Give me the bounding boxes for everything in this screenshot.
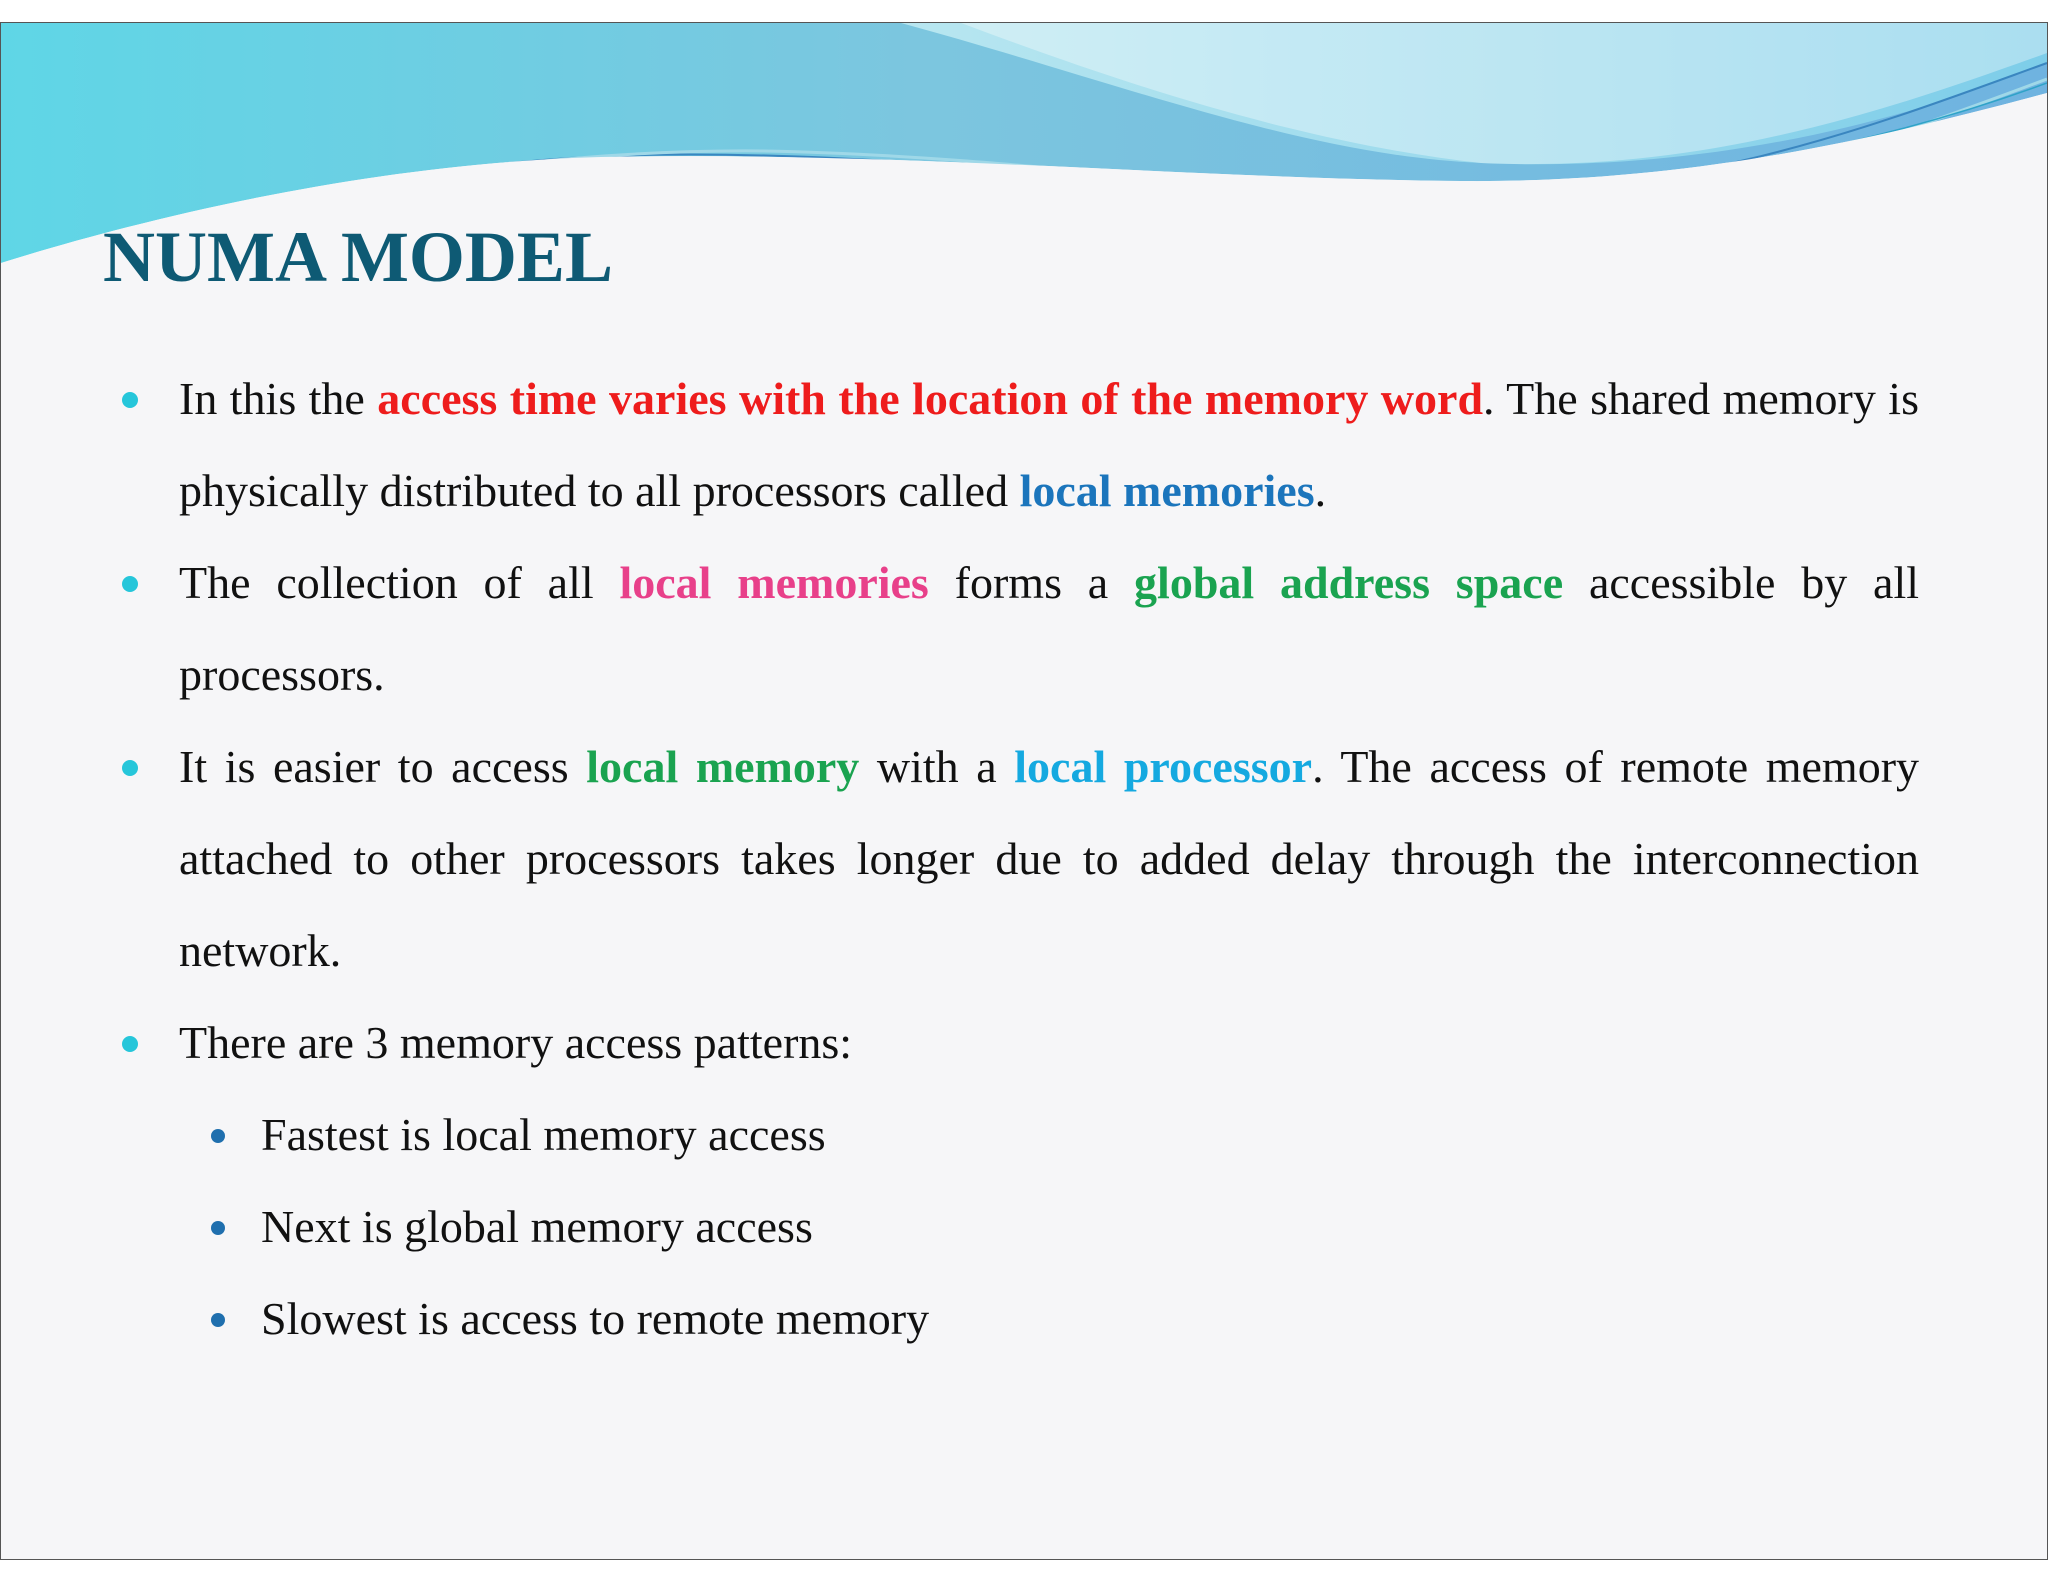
bullet-3-highlight-local-memory: local memory (586, 741, 860, 792)
bullet-3 (179, 721, 1919, 997)
sub-bullet-2 (261, 1181, 1761, 1273)
bullet-1-highlight-local-memories: local memories (1019, 465, 1315, 516)
bullet-1-text-b: . The shared memory is physically distributed to all processors called (179, 373, 1919, 516)
bullet-1 (179, 353, 1919, 537)
bullet-2-text-c: accessible by all processors. (179, 557, 1920, 700)
bullet-dot-icon (122, 1036, 138, 1052)
bullet-1-text-c: . (1314, 465, 1327, 516)
bullet-dot-icon (122, 576, 138, 592)
bullet-4-text: There are 3 memory access patterns: (179, 1017, 853, 1068)
bullet-4 (179, 997, 1919, 1089)
sub-bullet-dot-icon (211, 1313, 225, 1327)
slide (0, 22, 2048, 1560)
bullet-3-text-a: It is easier to access (179, 741, 587, 792)
sub-bullet-dot-icon (211, 1129, 225, 1143)
sub-bullet-1 (261, 1089, 1761, 1181)
bullet-dot-icon (122, 392, 138, 408)
bullet-2-highlight-global-address-space: global address space (1134, 557, 1564, 608)
sub-bullet-3 (261, 1273, 1761, 1365)
bullet-3-text-c: . The access of remote memory attached to other processors takes longer due to added delay through the interconnection network. (179, 741, 1920, 976)
bullet-2-highlight-local-memories: local memories (619, 557, 929, 608)
sub-bullet-dot-icon (211, 1221, 225, 1235)
bullet-dot-icon (122, 760, 138, 776)
bullet-1-highlight-access-time: access time varies with the location of the memory word (377, 373, 1484, 424)
bullet-3-text-b: with a (859, 741, 1015, 792)
sub-bullet-1-text: Fastest is local memory access (261, 1109, 826, 1160)
slide-title: NUMA MODEL (103, 217, 613, 297)
bullet-2-text-b: forms a (928, 557, 1135, 608)
bullet-2 (179, 537, 1919, 721)
bullet-2-text-a: The collection of all (179, 557, 620, 608)
bullet-1-text-a: In this the (179, 373, 378, 424)
sub-bullet-2-text: Next is global memory access (261, 1201, 813, 1252)
sub-bullet-3-text: Slowest is access to remote memory (261, 1293, 930, 1344)
bullet-3-highlight-local-processor: local processor (1014, 741, 1313, 792)
